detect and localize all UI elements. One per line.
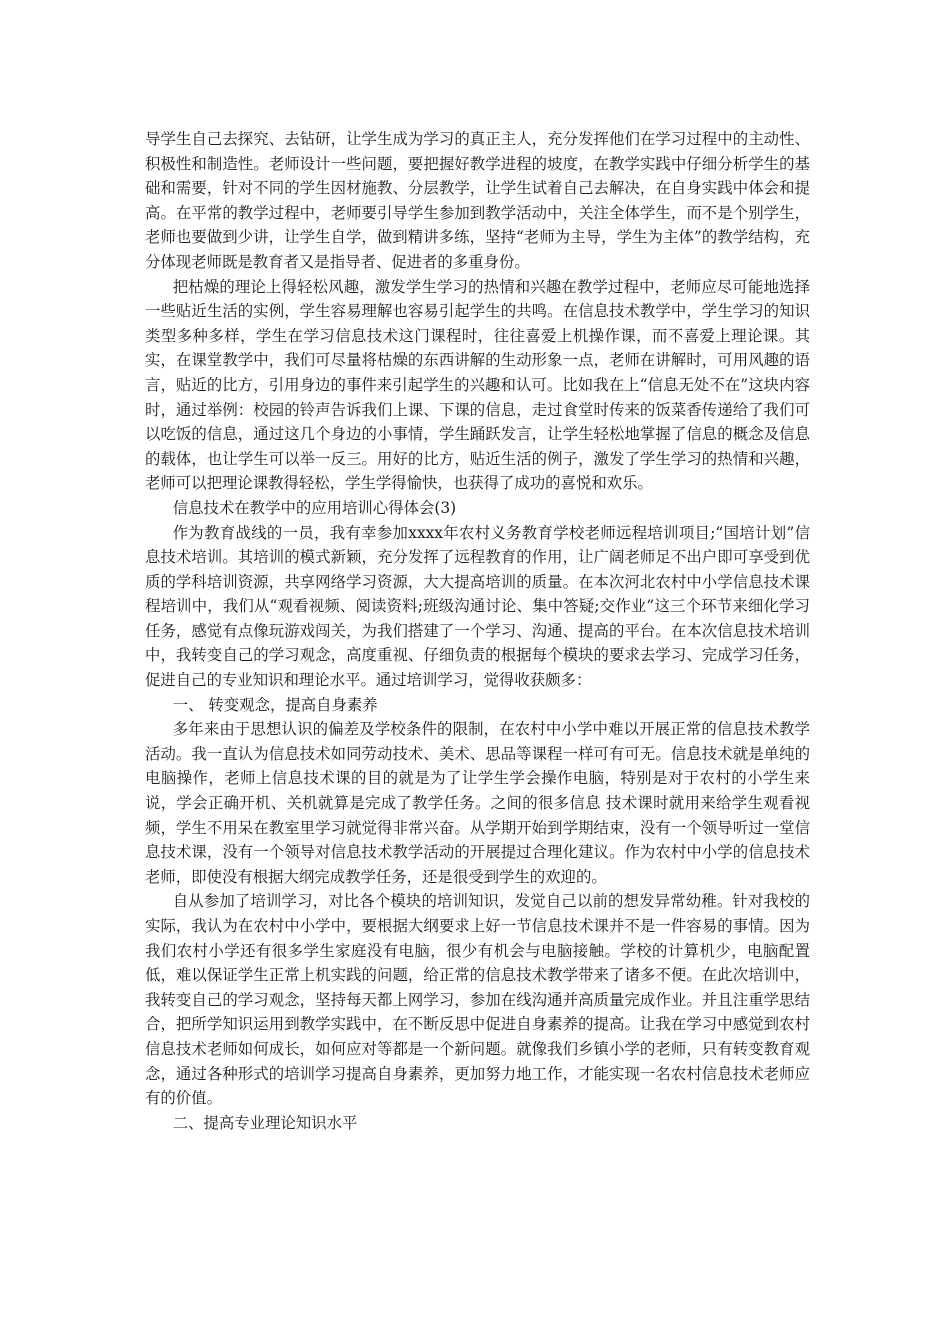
- subheading-two: 二、提高专业理论知识水平: [172, 1113, 358, 1132]
- paragraph-training-intro: 作为教育战线的一员，我有幸参加xxxx年农村义务教育学校老师远程培训项目;“国培计划”信息技术培训。其培训的模式新颖，充分发挥了远程教育的作用，让广阔老师足不出户即可享受到优质的学科培训资源，共享网络学习资源，大大提高培训的质量。在本次河北农村中小学信息技术课程培训中，我们从“观看视频、阅读资料;班级沟通讨论、集中答疑;交作业”这三个环节来细化学习任务，感觉有点像玩游戏闯关，为我们搭建了一个学习、沟通、提高的平台。在本次信息技术培训中，我转变自己的学习观念，高度重视、仔细负责的根据每个模块的要求去学习、完成学习任务，促进自己的专业知识和理论水平。通过培训学习，觉得收获颇多：: [145, 523, 810, 690]
- paragraph-after-training: 自从参加了培训学习，对比各个模块的培训知识，发觉自己以前的想发异常幼稚。针对我校的实际，我认为在农村中小学中，要根据大纲要求上好一节信息技术课并不是一件容易的事情。因为我们农村小学还有很多学生家庭没有电脑，很少有机会与电脑接触。学校的计算机少，电脑配置低，难以保证学生正常上机实践的问题，给正常的信息技术教学带来了诸多不便。在此次培训中，我转变自己的学习观念，坚持每天都上网学习，参加在线沟通并高质量完成作业。并且注重学思结合，把所学知识运用到教学实践中，在不断反思中促进自身素养的提高。让我在学习中感觉到农村信息技术老师如何成长，如何应对等都是一个新问题。就像我们乡镇小学的老师，只有转变教育观念，通过各种形式的培训学习提高自身素养，更加努力地工作，才能实现一名农村信息技术老师应有的价值。: [145, 892, 810, 1108]
- paragraph-analogy-teaching: 把枯燥的理论上得轻松风趣，激发学生学习的热情和兴趣在教学过程中，老师应尽可能地选择一些贴近生活的实例，学生容易理解也容易引起学生的共鸣。在信息技术教学中，学生学习的知识类型多种多样，学生在学习信息技术这门课程时，往往喜爱上机操作课，而不喜爱上理论课。其实，在课堂教学中，我们可尽量将枯燥的东西讲解的生动形象一点，老师在讲解时，可用风趣的语言，贴近的比方，引用身边的事件来引起学生的兴趣和认可。比如我在上“信息无处不在”这块内容时，通过举例：校园的铃声告诉我们上课、下课的信息，走过食堂时传来的饭菜香传递给了我们可以吃饭的信息，通过这几个身边的小事情，学生踊跃发言，让学生轻松地掌握了信息的概念及信息的载体，也让学生可以举一反三。用好的比方，贴近生活的例子，激发了学生学习的热情和兴趣，老师可以把理论课教得轻松，学生学得愉快，也获得了成功的喜悦和欢乐。: [145, 277, 810, 493]
- paragraph-continuation: 导学生自己去探究、去钻研，让学生成为学习的真正主人，充分发挥他们在学习过程中的主动性、积极性和制造性。老师设计一些问题，要把握好教学进程的坡度，在教学实践中仔细分析学生的基础和需要，针对不同的学生因材施教、分层教学，让学生试着自己去解决，在自身实践中体会和提高。在平常的教学过程中，老师要引导学生参加到教学活动中，关注全体学生，而不是个别学生，老师也要做到少讲，让学生自学，做到精讲多练，坚持“老师为主导，学生为主体”的教学结构，充分体现老师既是教育者又是指导者、促进者的多重身份。: [145, 130, 810, 271]
- section-title: 信息技术在教学中的应用培训心得体会(3): [172, 498, 457, 517]
- document-body: [145, 127, 810, 1135]
- paragraph-past-views: 多年来由于思想认识的偏差及学校条件的限制，在农村中小学中难以开展正常的信息技术教学活动。我一直认为信息技术如同劳动技术、美术、思品等课程一样可有可无。信息技术就是单纯的电脑操作，老师上信息技术课的目的就是为了让学生学会操作电脑，特别是对于农村的小学生来说，学会正确开机、关机就算是完成了教学任务。之间的很多信息 技术课时就用来给学生观看视频，学生不用呆在教室里学习就觉得非常兴奋。从学期开始到学期结束，没有一个领导听过一堂信息技术课，没有一个领导对信息技术教学活动的开展提过合理化建议。作为农村中小学的信息技术老师，即使没有根据大纲完成教学任务，还是很受到学生的欢迎的。: [145, 720, 810, 886]
- subheading-one: 一、 转变观念，提高自身素养: [172, 695, 378, 714]
